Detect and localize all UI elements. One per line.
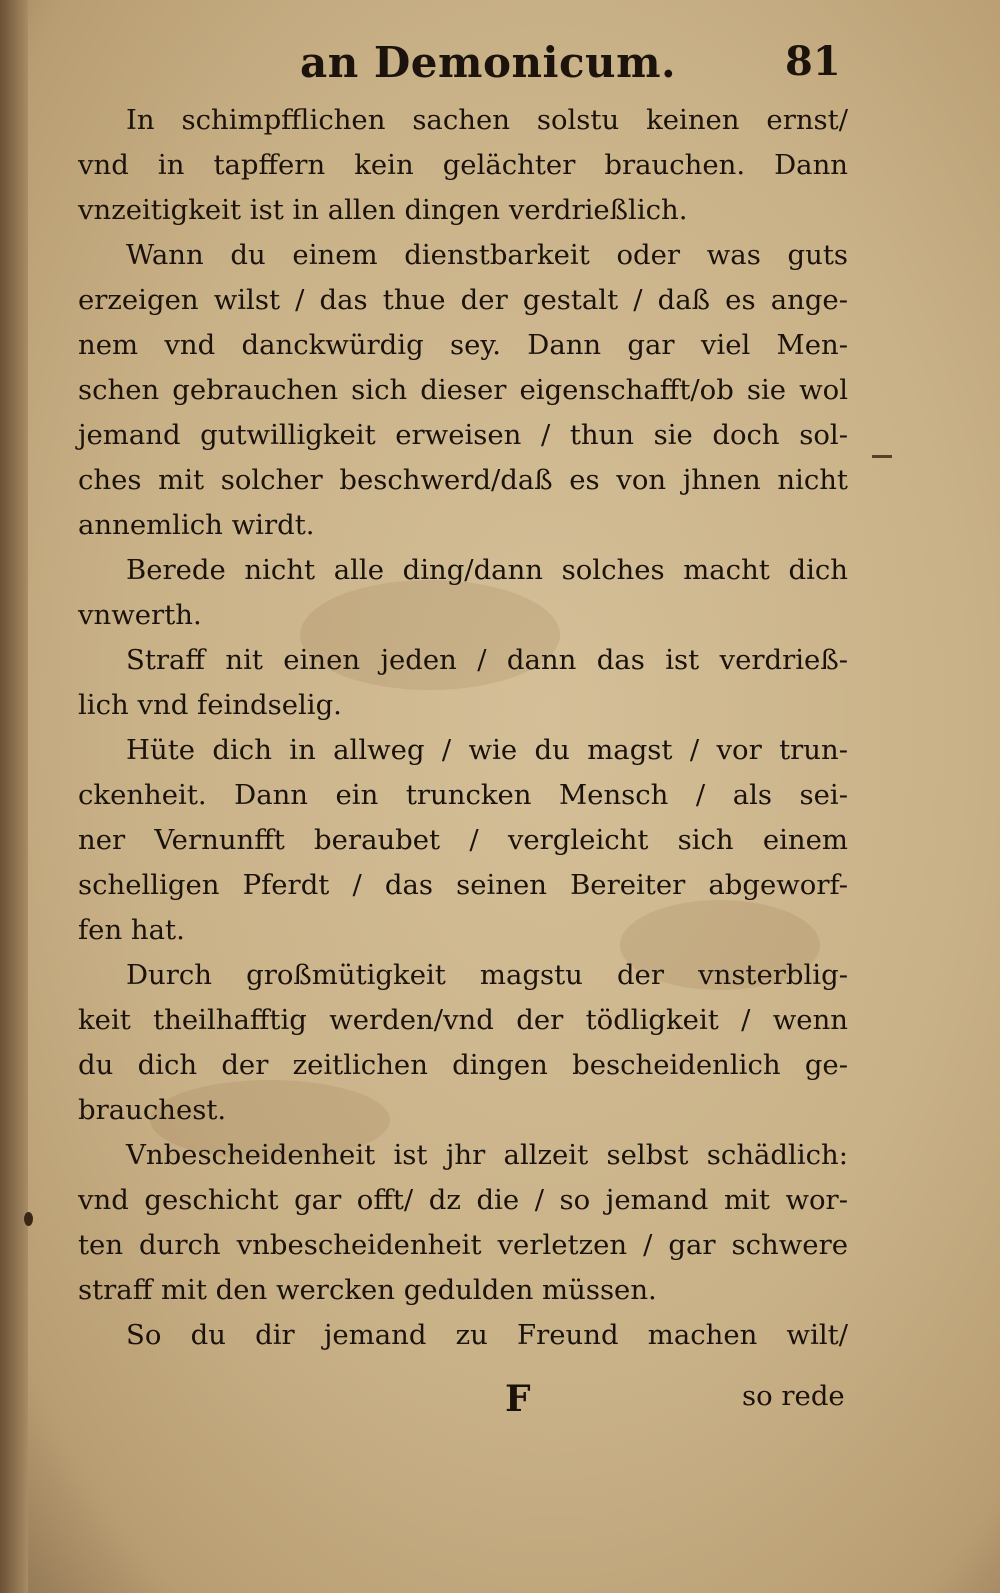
text-line: Wann du einem dienstbarkeit oder was guts <box>126 239 848 271</box>
body-text <box>78 98 848 1358</box>
text-line: straff mit den wercken gedulden müssen. <box>78 1274 657 1306</box>
text-line: Durch großmütigkeit magstu der vnsterblig- <box>126 959 848 991</box>
text-line: Vnbescheidenheit ist jhr allzeit selbst schädlich: <box>126 1139 848 1171</box>
text-line: In schimpfflichen sachen solstu keinen ernst/ <box>126 104 848 136</box>
text-line: ten durch vnbescheidenheit verletzen / gar schwere <box>78 1229 848 1261</box>
text-line: fen hat. <box>78 914 185 946</box>
text-line: schelligen Pferdt / das seinen Bereiter abgeworf- <box>78 869 848 901</box>
text-line: vnd in tapffern kein gelächter brauchen. Dann <box>78 149 848 181</box>
text-line: vnwerth. <box>78 599 202 631</box>
text-line: lich vnd feindselig. <box>78 689 342 721</box>
page-gutter <box>0 0 28 1593</box>
text-line: erzeigen wilst / das thue der gestalt / daß es ange- <box>78 284 848 316</box>
folio-number: 81 <box>785 38 841 85</box>
text-line: annemlich wirdt. <box>78 509 315 541</box>
text-line: brauchest. <box>78 1094 227 1126</box>
text-line: ckenheit. Dann ein truncken Mensch / als sei- <box>78 779 848 811</box>
text-line: vnd geschicht gar offt/ dz die / so jemand mit wor- <box>78 1184 848 1216</box>
signature-mark: F <box>505 1378 531 1420</box>
text-line: nem vnd danckwürdig sey. Dann gar viel Men- <box>78 329 848 361</box>
text-line: ner Vernunfft beraubet / vergleicht sich einem <box>78 824 848 856</box>
text-line: schen gebrauchen sich dieser eigenschafft/ob sie wol <box>78 374 848 406</box>
text-line: So du dir jemand zu Freund machen wilt/ <box>126 1319 848 1351</box>
running-title: an Demonicum. <box>300 38 677 87</box>
ink-blot <box>24 1212 33 1226</box>
text-line: Hüte dich in allweg / wie du magst / vor trun- <box>126 734 848 766</box>
text-line: Berede nicht alle ding/dann solches macht dich <box>126 554 848 586</box>
text-line: du dich der zeitlichen dingen bescheidenlich ge- <box>78 1049 848 1081</box>
text-line: vnzeitigkeit ist in allen dingen verdrießlich. <box>78 194 688 226</box>
text-line: ches mit solcher beschwerd/daß es von jhnen nicht <box>78 464 848 496</box>
margin-mark <box>872 455 892 458</box>
catchword: so rede <box>742 1380 845 1412</box>
page-header <box>0 38 1000 98</box>
text-line: keit theilhafftig werden/vnd der tödligkeit / wenn <box>78 1004 848 1036</box>
text-line: jemand gutwilligkeit erweisen / thun sie doch sol- <box>78 419 848 451</box>
text-line: Straff nit einen jeden / dann das ist verdrieß- <box>126 644 848 676</box>
